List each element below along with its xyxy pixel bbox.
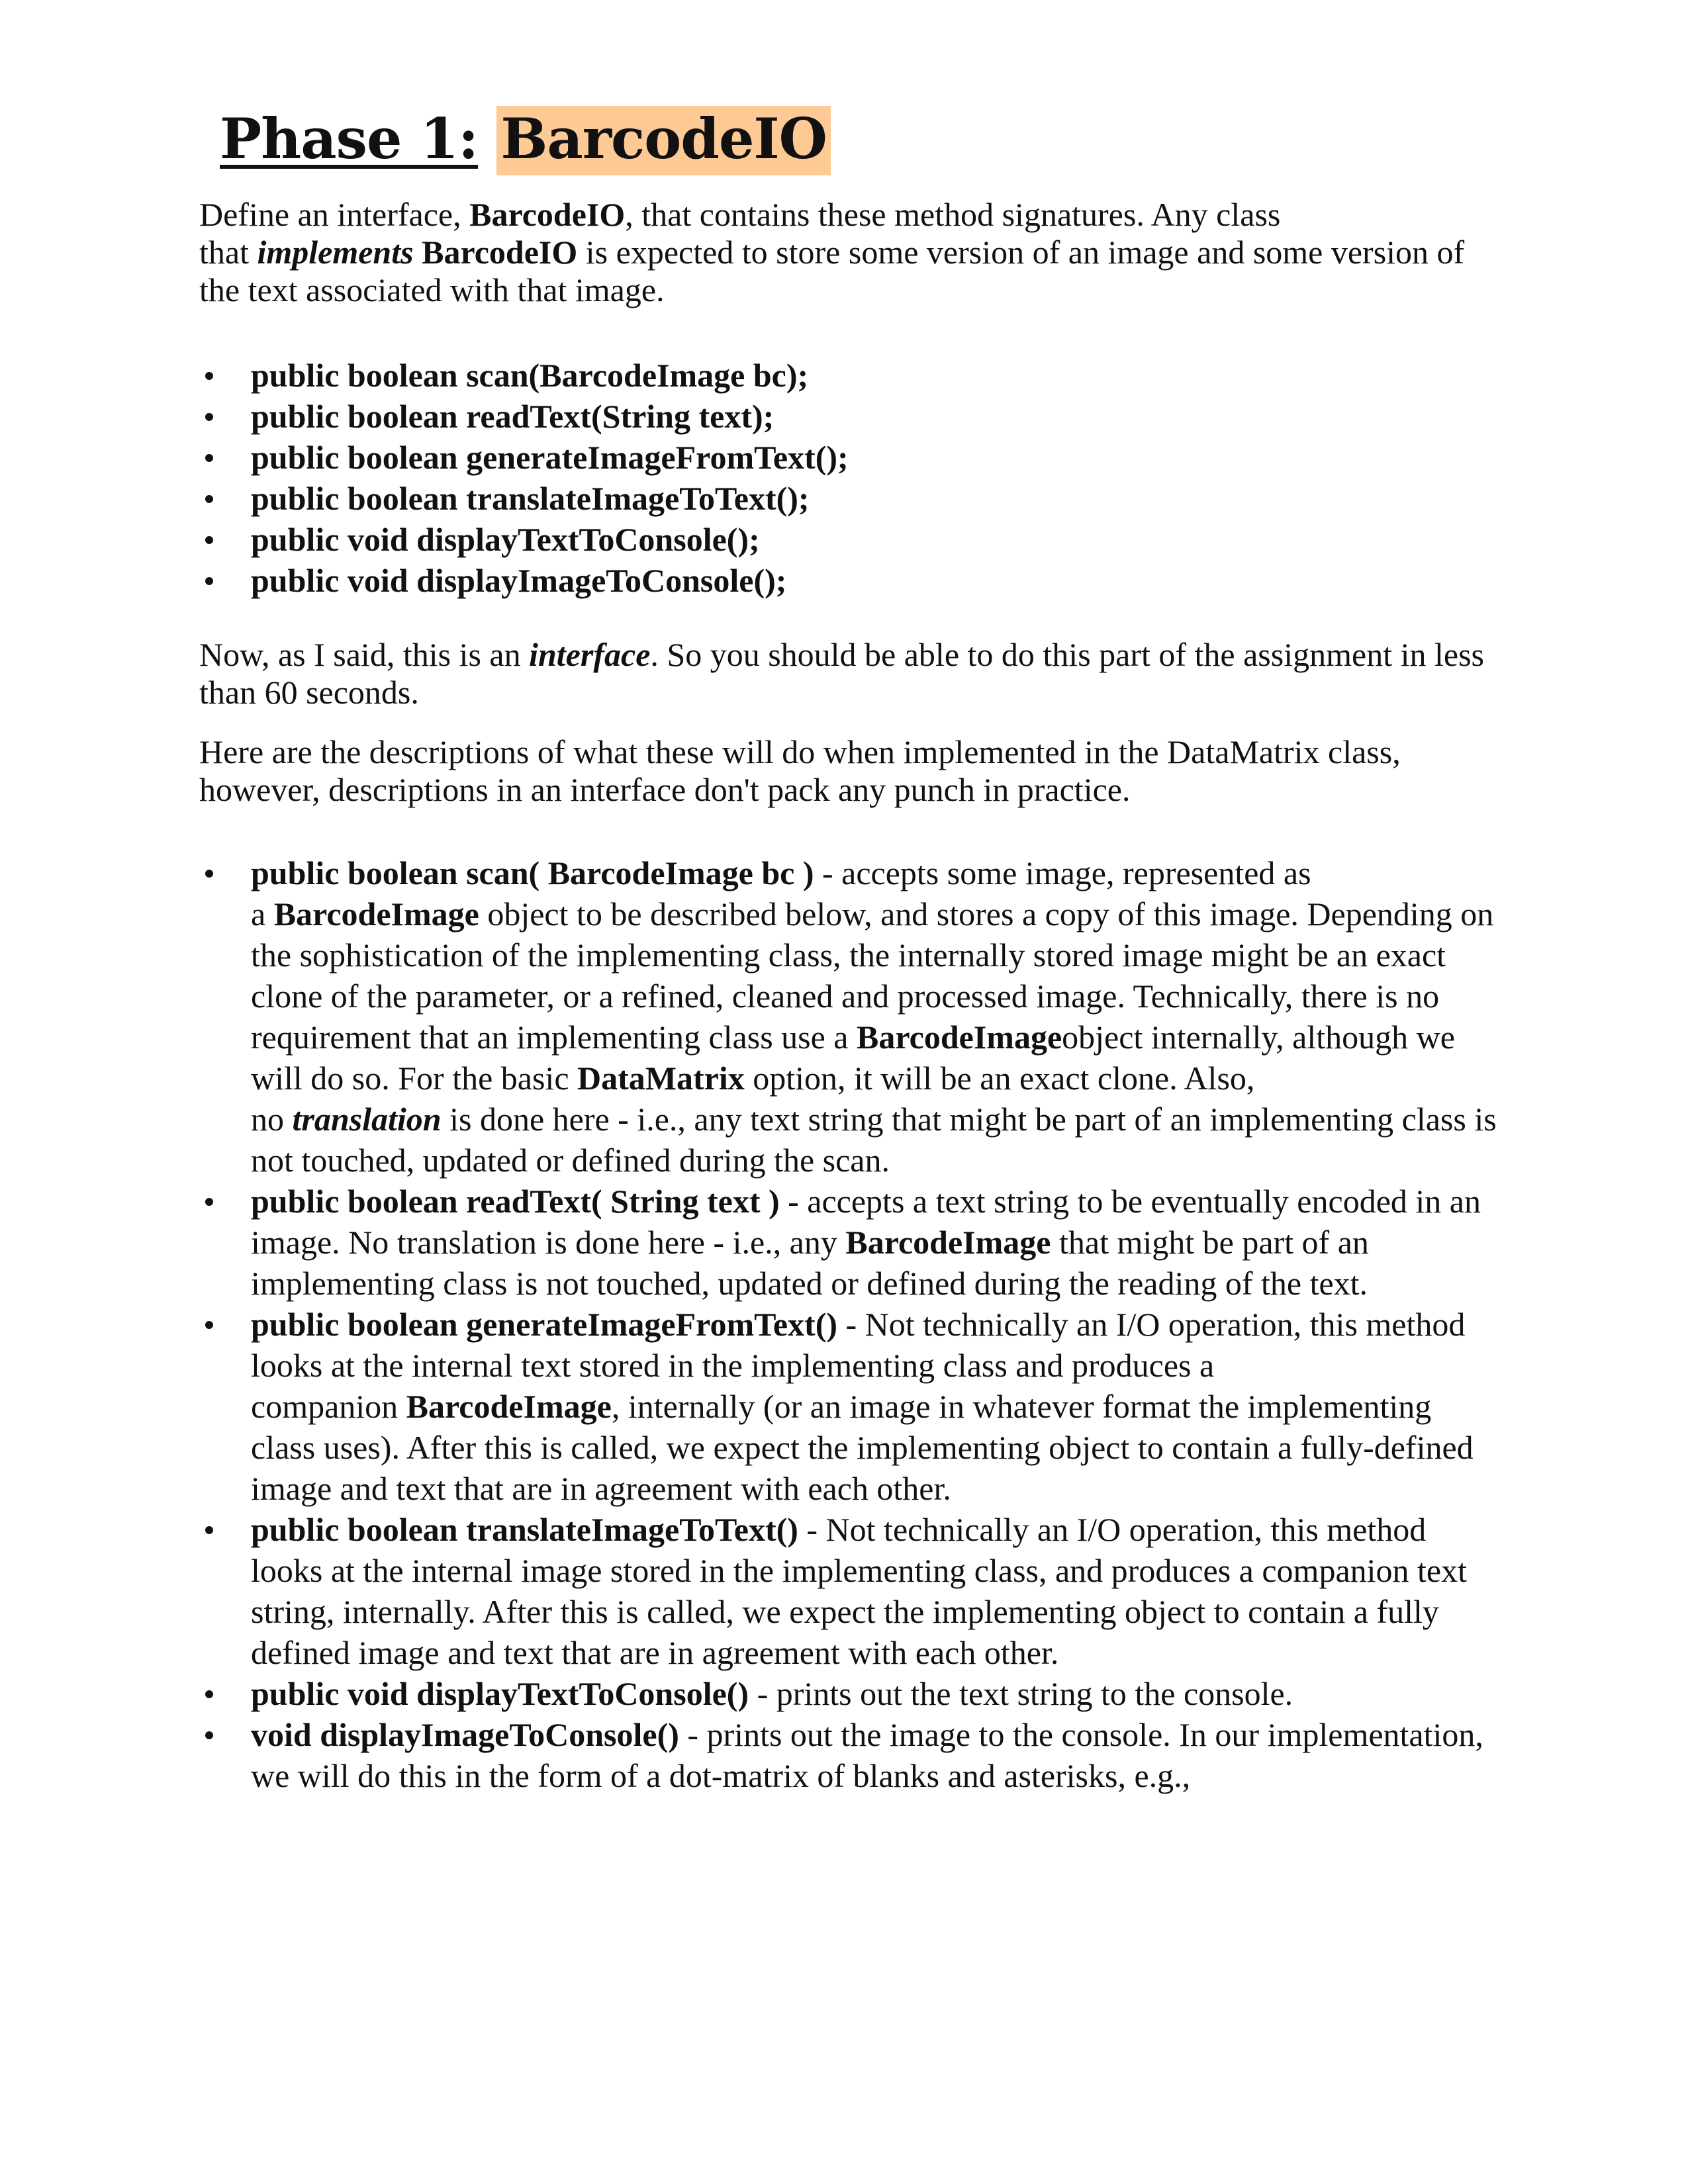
signature-text: public void displayImageToConsole(); xyxy=(251,562,787,599)
intro-paragraph xyxy=(199,196,1497,309)
text: - Not technically an I/O operation, this method looks at the internal image stored in the implementing class, and produces a companion text string, internally. After this is called, we expect the implementing object to contain a fully defined image and text that are in agreement with each other. xyxy=(251,1511,1468,1671)
list-item xyxy=(199,560,1497,601)
signature-list xyxy=(199,355,1497,601)
text: that xyxy=(199,234,258,271)
bold-text: BarcodeImage xyxy=(273,895,479,933)
text: - accepts some image, represented as xyxy=(814,854,1311,891)
list-item xyxy=(199,355,1497,396)
bold-italic-text: implements xyxy=(257,234,414,271)
list-item-displayimage xyxy=(199,1714,1497,1796)
text: a xyxy=(251,895,274,933)
text: , that contains these method signatures. Any class xyxy=(625,196,1281,233)
list-item xyxy=(199,478,1497,519)
signature-text: public boolean scan( BarcodeImage bc ) xyxy=(251,854,814,891)
text: that might be part of an implementing class is not touched, updated or defined during the reading of the text. xyxy=(251,1224,1369,1302)
text: - prints out the image to the console. In our implementation, we will do this in the form of a dot-matrix of blanks and asterisks, e.g., xyxy=(251,1716,1483,1794)
signature-text: public boolean translateImageToText(); xyxy=(251,480,810,517)
signature-text: public void displayTextToConsole() xyxy=(251,1675,749,1712)
text: , internally (or an image in whatever format the implementing class uses). After this is called, we expect the implementing object to contain a fully-defined image and text that are in agreement with each other. xyxy=(251,1388,1474,1507)
signature-text: public void displayTextToConsole(); xyxy=(251,521,760,558)
bold-text: BarcodeIO xyxy=(422,234,578,271)
list-item xyxy=(199,396,1497,437)
list-item-translate xyxy=(199,1509,1497,1673)
text: - accepts a text string to be eventually encoded in an image. No translation is done here - i.e., any xyxy=(251,1183,1481,1261)
title-prefix: Phase 1: xyxy=(220,106,479,171)
text: option, it will be an exact clone. Also, xyxy=(744,1060,1255,1097)
page-title xyxy=(220,106,831,171)
bold-italic-text: translation xyxy=(292,1101,442,1138)
title-highlight: BarcodeIO xyxy=(496,106,831,175)
bold-text: BarcodeIO xyxy=(469,196,626,233)
now-paragraph xyxy=(199,636,1497,711)
bold-text: BarcodeImage xyxy=(857,1019,1062,1056)
bold-text: DataMatrix xyxy=(577,1060,745,1097)
text: is done here - i.e., any text string that might be part of an implementing class is not touched, updated or defined during the scan. xyxy=(251,1101,1497,1179)
text: object internally, although we will do so. For the basic xyxy=(251,1019,1455,1097)
text: - prints out the text string to the console. xyxy=(749,1675,1293,1712)
signature-text: void displayImageToConsole() xyxy=(251,1716,679,1753)
bold-italic-text: interface xyxy=(529,636,651,673)
list-item-generate xyxy=(199,1304,1497,1509)
bold-text: BarcodeImage xyxy=(845,1224,1051,1261)
text: Now, as I said, this is an xyxy=(199,636,530,673)
signature-text: public boolean readText( String text ) xyxy=(251,1183,780,1220)
text: no xyxy=(251,1101,293,1138)
text: object to be described below, and stores a copy of this image. Depending on the sophistication of the implementing class, the internally stored image might be an exact clone of the parameter, or a refined, cleaned and processed image. Technically, there is no requirement that an implementing class use a xyxy=(251,895,1494,1056)
signature-text: public boolean generateImageFromText(); xyxy=(251,439,849,476)
text: is expected to store some version of an image and some version of the text associated with that image. xyxy=(199,234,1465,308)
list-item xyxy=(199,437,1497,478)
text: Here are the descriptions of what these will do when implemented in the DataMatrix class, however, descriptions in an interface don't pack any punch in practice. xyxy=(199,733,1401,808)
text: - Not technically an I/O operation, this method looks at the internal text stored in the implementing class and produces a xyxy=(251,1306,1466,1384)
list-item xyxy=(199,519,1497,560)
list-item-readtext xyxy=(199,1181,1497,1304)
text: companion xyxy=(251,1388,406,1425)
signature-text: public boolean scan(BarcodeImage bc); xyxy=(251,357,809,394)
bold-text: BarcodeImage xyxy=(406,1388,612,1425)
list-item-displaytext xyxy=(199,1673,1497,1714)
signature-text: public boolean generateImageFromText() xyxy=(251,1306,838,1343)
list-item-scan xyxy=(199,852,1497,1181)
description-list xyxy=(199,852,1497,1796)
text: Define an interface, xyxy=(199,196,470,233)
text: . So you should be able to do this part of the assignment in less than 60 seconds. xyxy=(199,636,1484,711)
signature-text: public boolean translateImageToText() xyxy=(251,1511,798,1548)
text xyxy=(414,234,422,271)
signature-text: public boolean readText(String text); xyxy=(251,398,774,435)
here-paragraph xyxy=(199,733,1497,809)
